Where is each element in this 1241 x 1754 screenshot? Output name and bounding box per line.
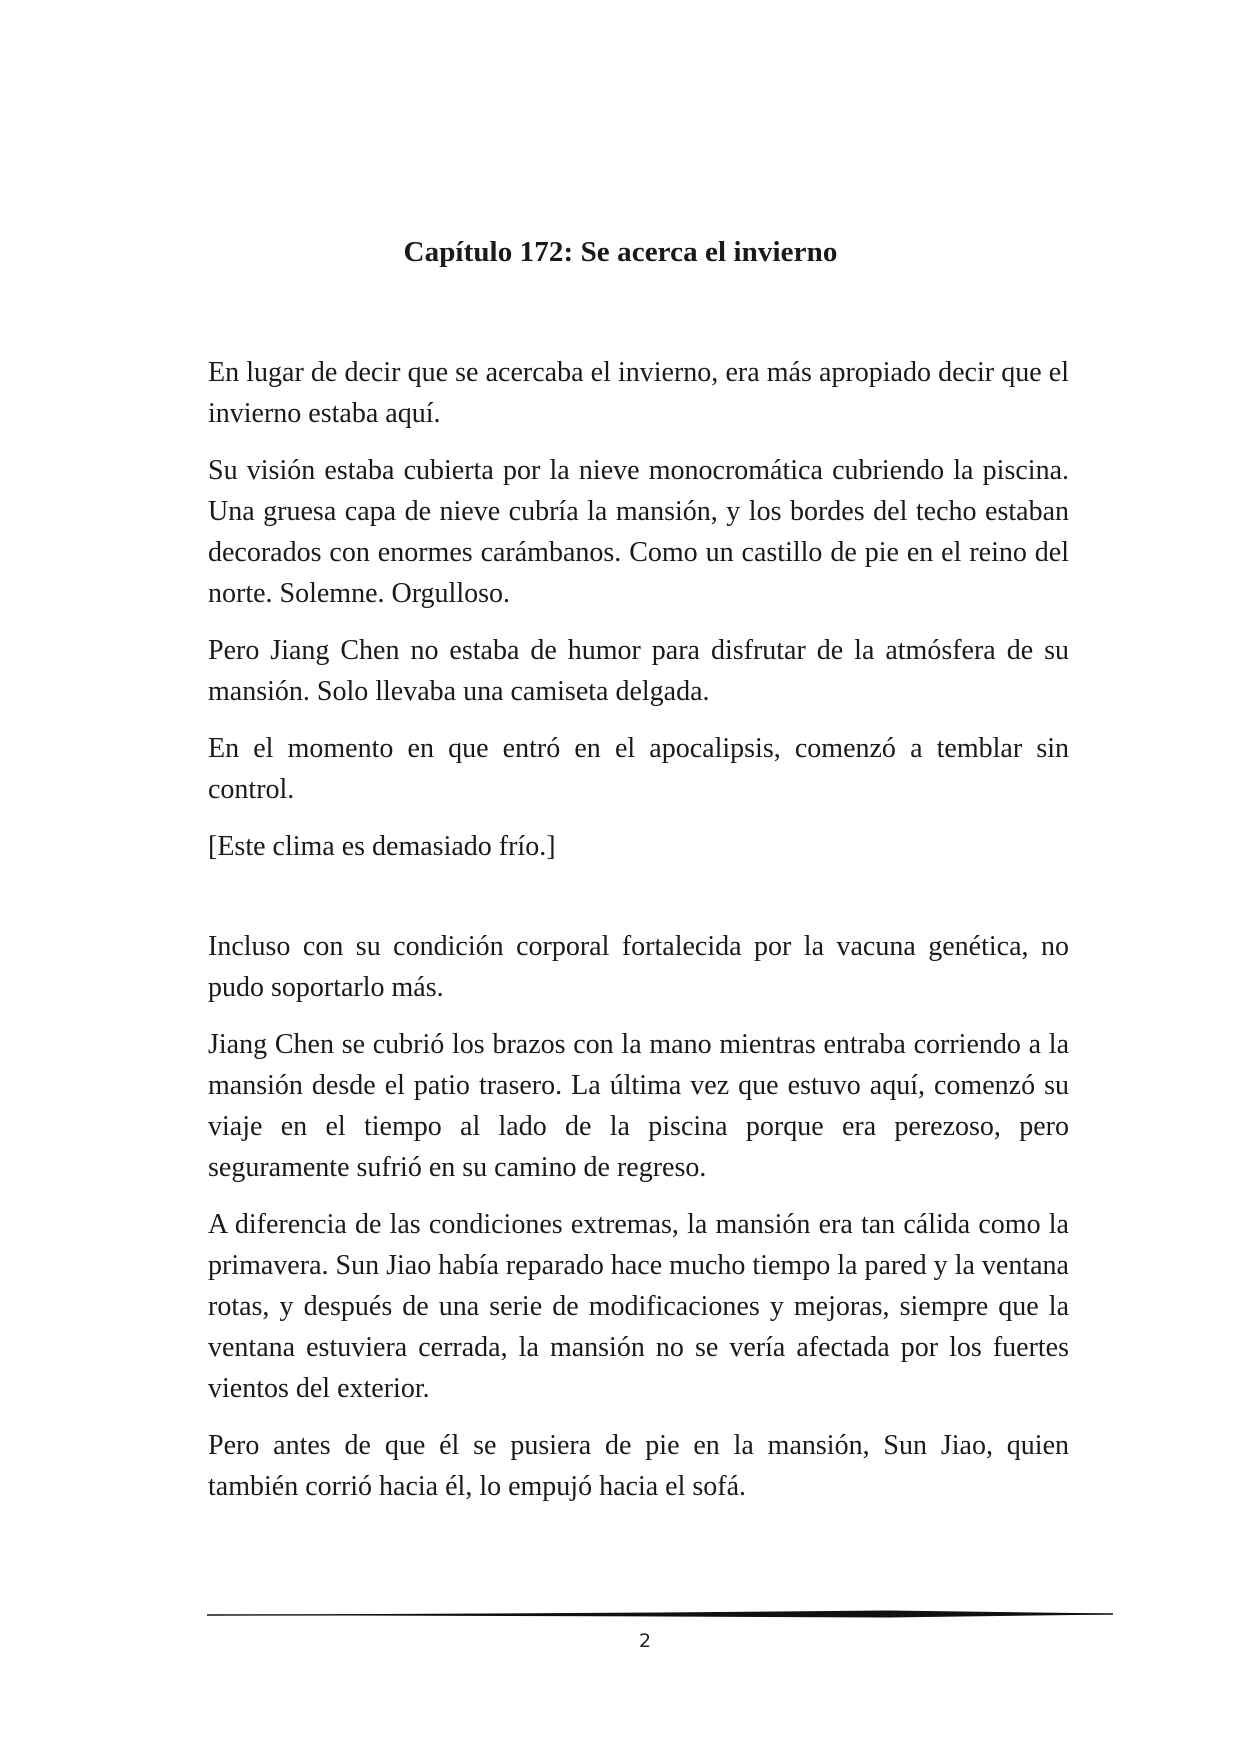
paragraph: Pero Jiang Chen no estaba de humor para disfrutar de la atmósfera de su mansión. Solo llevaba una camiseta delgada. [208, 635, 1069, 707]
paragraph: [Este clima es demasiado frío.] [208, 831, 556, 862]
paragraph: Jiang Chen se cubrió los brazos con la mano mientras entraba corriendo a la mansión desde el patio trasero. La última vez que estuvo aquí, comenzó su viaje en el tiempo al lado de la piscina porque era perezoso, pero seguramente sufrió en su camino de regreso. [208, 1029, 1069, 1183]
footer-divider [207, 1608, 1113, 1622]
paragraph: Pero antes de que él se pusiera de pie en la mansión, Sun Jiao, quien también corrió hacia él, lo empujó hacia el sofá. [208, 1430, 1069, 1502]
chapter-body [208, 352, 1069, 1523]
paragraph: Su visión estaba cubierta por la nieve monocromática cubriendo la piscina. Una gruesa capa de nieve cubría la mansión, y los bordes del techo estaban decorados con enormes carámbanos. Como un castillo de pie en el reino del norte. Solemne. Orgulloso. [208, 455, 1069, 609]
paragraph: En lugar de decir que se acercaba el invierno, era más apropiado decir que el invierno estaba aquí. [208, 357, 1069, 429]
paragraph: A diferencia de las condiciones extremas, la mansión era tan cálida como la primavera. Sun Jiao había reparado hace mucho tiempo la pared y la ventana rotas, y después de una serie de modificaciones y mejoras, siempre que la ventana estuviera cerrada, la mansión no se vería afectada por los fuertes vientos del exterior. [208, 1209, 1069, 1404]
paragraph: En el momento en que entró en el apocalipsis, comenzó a temblar sin control. [208, 733, 1069, 805]
page-number: 2 [638, 1630, 652, 1652]
chapter-title: Capítulo 172: Se acerca el invierno [403, 236, 838, 268]
paragraph: Incluso con su condición corporal fortalecida por la vacuna genética, no pudo soportarlo más. [208, 931, 1069, 1003]
